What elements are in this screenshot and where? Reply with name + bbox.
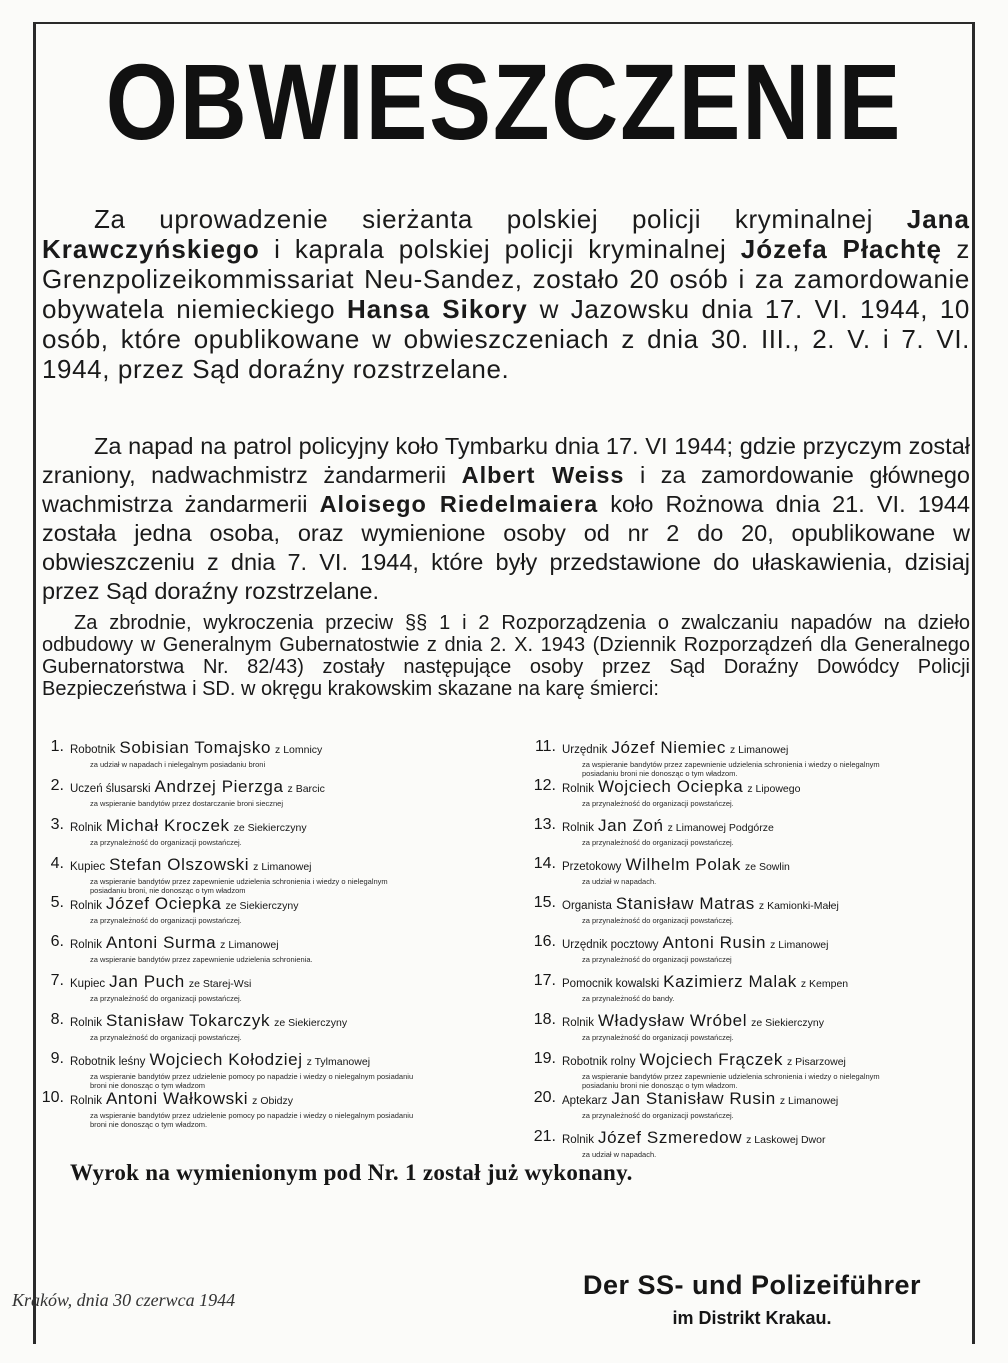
signature-line-1: Der SS- und Polizeiführer: [582, 1270, 922, 1300]
person-name: Kazimierz Malak: [663, 972, 797, 991]
person-charge: za wspieranie bandytów przez dostarczanie broni siecznej: [90, 799, 284, 808]
person-name: Stefan Olszowski: [109, 855, 250, 874]
person-occupation: Robotnik rolny: [562, 1056, 636, 1068]
person-location: ze Sowlin: [744, 861, 790, 873]
paragraph-text: koło Rożnowa dnia 21. VI. 1944 została jedna osoba, oraz wymienione osoby od nr 2 do 20, opublikowane w obwieszczeniu z dnia 7. VI. 1944, które były przedstawione do ułaskawienia, dzisiaj przez Sąd doraźny rozstrzelane.: [42, 491, 970, 604]
person-charge: za wspieranie bandytów przez zapewnienie udzielenia schronienia i wiedzy o nielegalnym posiadaniu broni nie donosząc o tym władzom.: [582, 1072, 880, 1090]
paragraph-1: [42, 204, 970, 384]
verdict-note: Wyrok na wymienionym pod Nr. 1 został już wykonany.: [70, 1160, 633, 1185]
person-entry: [522, 1089, 962, 1128]
highlighted-name: Hansa Sikory: [347, 294, 528, 324]
person-location: ze Siekierczyny: [274, 1017, 348, 1029]
highlighted-name: Aloisego Riedelmaiera: [319, 491, 599, 517]
person-number: 15.: [533, 894, 556, 911]
person-entry: [30, 777, 470, 816]
person-entry: [522, 1011, 962, 1050]
person-number: 3.: [50, 816, 64, 833]
person-name: Jan Puch: [109, 972, 185, 991]
person-charge: za przynależność do organizacji powstańczej.: [582, 1033, 734, 1042]
persons-list-left: [30, 738, 470, 1128]
person-charge: za przynależność do organizacji powstańczej.: [582, 799, 734, 808]
person-number: 7.: [50, 972, 64, 989]
person-location: z Kempen: [800, 978, 849, 990]
person-charge: za wspieranie bandytów przez zapewnienie udzielenia schronienia i wiedzy o nielegalnym posiadaniu broni nie donosząc o tym władzom.: [582, 760, 880, 778]
highlighted-name: Józefa Płachtę: [740, 234, 942, 264]
person-charge: za przynależność do organizacji powstańczej.: [582, 838, 734, 847]
person-location: ze Siekierczyny: [233, 822, 307, 834]
person-number: 6.: [50, 933, 64, 950]
person-name: Antoni Wałkowski: [105, 1089, 249, 1108]
person-occupation: Rolnik: [562, 1017, 594, 1029]
person-location: z Limanowej: [729, 744, 789, 756]
person-entry: [522, 894, 962, 933]
person-location: z Limanowej: [770, 939, 829, 951]
person-charge: za udział w napadach.: [582, 1150, 657, 1159]
person-location: z Lomnicy: [275, 744, 323, 756]
person-entry: [30, 816, 470, 855]
person-entry: [522, 777, 962, 816]
person-number: 19.: [533, 1050, 556, 1067]
poster-title: OBWIESZCZENIE: [105, 41, 903, 162]
paragraph-text: Za uprowadzenie sierżanta polskiej policji kryminalnej: [94, 204, 907, 234]
person-number: 8.: [50, 1011, 64, 1028]
paragraph-3: Za zbrodnie, wykroczenia przeciw §§ 1 i 2 Rozporządzenia o zwalczaniu napadów na dzieło odbudowy w Generalnym Gubernatostwie z dnia 2. X. 1943 (Dziennik Rozporządzeń dla Generalnego Gubernatorstwa Nr. 82/43) zostały następujące osoby przez Sąd Doraźny Dowódcy Policji Bezpieczeństwa i SD. w okręgu krakowskim skazane na karę śmierci:: [42, 612, 970, 700]
person-name: Sobisian Tomajsko: [119, 738, 272, 757]
person-occupation: Robotnik: [70, 744, 116, 756]
person-location: z Kamionki-Małej: [758, 900, 839, 912]
person-name: Wojciech Frączek: [639, 1050, 783, 1069]
person-entry: [30, 1050, 470, 1089]
paragraph-text: i za zamordowanie głównego wachmistrza żandarmerii: [42, 462, 970, 517]
person-number: 16.: [533, 933, 556, 950]
person-occupation: Urzędnik pocztowy: [562, 939, 659, 951]
paragraph-text: w Jazowsku dnia 17. VI. 1944, 10 osób, które opublikowane w obwieszczeniach z dnia 30. III., 2. V. i 7. VI. 1944, przez Sąd doraźny rozstrzelane.: [42, 294, 970, 384]
person-name: Wojciech Ociepka: [597, 777, 744, 796]
person-name: Michał Kroczek: [105, 816, 230, 835]
person-name: Stanisław Matras: [615, 894, 755, 913]
person-name: Józef Szmeredow: [597, 1128, 743, 1147]
person-location: z Tylmanowej: [306, 1056, 371, 1068]
person-name: Antoni Rusin: [662, 933, 767, 952]
person-location: z Barcic: [287, 783, 325, 795]
person-charge: za przynależność do organizacji powstańczej.: [582, 1111, 734, 1120]
person-entry: [30, 972, 470, 1011]
person-occupation: Uczeń ślusarski: [70, 783, 151, 795]
person-number: 18.: [533, 1011, 556, 1028]
person-entry: [522, 738, 962, 777]
person-number: 11.: [534, 738, 556, 755]
person-charge: za udział w napadach i nielegalnym posiadaniu broni: [90, 760, 266, 769]
person-number: 4.: [50, 855, 64, 872]
person-number: 10.: [41, 1089, 64, 1106]
person-number: 20.: [533, 1089, 556, 1106]
person-name: Jan Stanisław Rusin: [611, 1089, 776, 1108]
person-charge: za przynależność do organizacji powstańczej.: [90, 916, 242, 925]
person-charge: za wspieranie bandytów przez zapewnienie udzielenia schronienia.: [90, 955, 313, 964]
person-location: z Lipowego: [747, 783, 801, 795]
person-name: Andrzej Pierzga: [154, 777, 284, 796]
person-name: Józef Ociepka: [105, 894, 222, 913]
person-occupation: Rolnik: [70, 1095, 102, 1107]
person-occupation: Rolnik: [562, 783, 594, 795]
persons-list-right: [522, 738, 962, 1167]
person-charge: za wspieranie bandytów przez udzielenie pomocy po napadzie i wiedzy o nielegalnym posiadaniu broni nie donosząc o tym władzom: [90, 1072, 414, 1090]
person-entry: [30, 933, 470, 972]
person-number: 1.: [50, 738, 64, 755]
person-charge: za przynależność do bandy.: [582, 994, 675, 1003]
person-occupation: Rolnik: [70, 1017, 102, 1029]
person-charge: za udział w napadach.: [582, 877, 657, 886]
person-location: z Limanowej: [253, 861, 312, 873]
person-occupation: Kupiec: [70, 978, 106, 990]
person-charge: za przynależność do organizacji powstańczej.: [90, 1033, 242, 1042]
person-name: Wojciech Kołodziej: [149, 1050, 303, 1069]
person-name: Józef Niemiec: [611, 738, 726, 757]
person-entry: [30, 738, 470, 777]
person-occupation: Rolnik: [562, 1134, 594, 1146]
person-occupation: Rolnik: [70, 939, 102, 951]
person-location: z Pisarzowej: [786, 1056, 846, 1068]
person-name: Antoni Surma: [105, 933, 217, 952]
person-charge: za przynależność do organizacji powstańczej: [582, 955, 732, 964]
highlighted-name: Jana Krawczyńskiego: [42, 204, 970, 264]
person-charge: za wspieranie bandytów przez zapewnienie udzielenia schronienia i wiedzy o nielegalnym posiadaniu broni, nie donosząc o tym władzom: [90, 877, 388, 895]
person-number: 5.: [50, 894, 64, 911]
person-occupation: Robotnik leśny: [70, 1056, 146, 1068]
person-charge: za przynależność do organizacji powstańczej.: [582, 916, 734, 925]
person-entry: [522, 933, 962, 972]
person-location: ze Siekierczyny: [225, 900, 299, 912]
person-location: z Limanowej: [779, 1095, 839, 1107]
person-number: 13.: [533, 816, 556, 833]
person-occupation: Przetokowy: [562, 861, 622, 873]
paragraph-text: z Grenzpolizeikommissariat Neu-Sandez, zostało 20 osób i za zamordowanie obywatela niemieckiego: [42, 234, 970, 324]
person-charge: za przynależność do organizacji powstańczej.: [90, 994, 242, 1003]
person-number: 14.: [533, 855, 556, 872]
highlighted-name: Albert Weiss: [461, 462, 625, 488]
person-location: ze Starej-Wsi: [188, 978, 252, 990]
person-number: 9.: [50, 1050, 64, 1067]
person-entry: [30, 855, 470, 894]
person-location: z Limanowej: [220, 939, 279, 951]
person-entry: [522, 1050, 962, 1089]
person-location: ze Siekierczyny: [751, 1017, 825, 1029]
person-entry: [30, 894, 470, 933]
person-entry: [30, 1011, 470, 1050]
person-occupation: Rolnik: [70, 900, 102, 912]
person-number: 12.: [533, 777, 556, 794]
person-location: z Obidzy: [252, 1095, 294, 1107]
person-occupation: Rolnik: [70, 822, 102, 834]
paragraph-text: i kaprala polskiej policji kryminalnej: [259, 234, 741, 264]
person-name: Stanisław Tokarczyk: [105, 1011, 271, 1030]
person-entry: [522, 855, 962, 894]
person-occupation: Kupiec: [70, 861, 106, 873]
person-number: 21.: [533, 1128, 556, 1145]
person-number: 17.: [533, 972, 556, 989]
person-occupation: Rolnik: [562, 822, 594, 834]
person-location: z Limanowej Podgórze: [667, 822, 774, 834]
person-charge: za wspieranie bandytów przez udzielenie pomocy po napadzie i wiedzy o nielegalnym posiadaniu broni nie donosząc o tym władzom.: [90, 1111, 414, 1129]
person-occupation: Aptekarz: [562, 1095, 608, 1107]
person-name: Władysław Wróbel: [597, 1011, 748, 1030]
paragraph-text: Za napad na patrol policyjny koło Tymbarku dnia 17. VI 1944; gdzie przyczym został zraniony, nadwachmistrz żandarmerii: [42, 433, 970, 488]
person-name: Wilhelm Polak: [625, 855, 741, 874]
person-charge: za przynależność do organizacji powstańczej.: [90, 838, 242, 847]
person-entry: [522, 816, 962, 855]
person-occupation: Pomocnik kowalski: [562, 978, 660, 990]
person-name: Jan Zoń: [597, 816, 664, 835]
paragraph-2: [42, 432, 970, 606]
signature-line-2: im Distrikt Krakau.: [672, 1308, 832, 1328]
person-number: 2.: [50, 777, 64, 794]
person-occupation: Organista: [562, 900, 612, 912]
person-occupation: Urzędnik: [562, 744, 608, 756]
place-date: Kraków, dnia 30 czerwca 1944: [12, 1290, 236, 1310]
person-location: z Laskowej Dwor: [746, 1134, 826, 1146]
person-entry: [522, 972, 962, 1011]
person-entry: [30, 1089, 470, 1128]
